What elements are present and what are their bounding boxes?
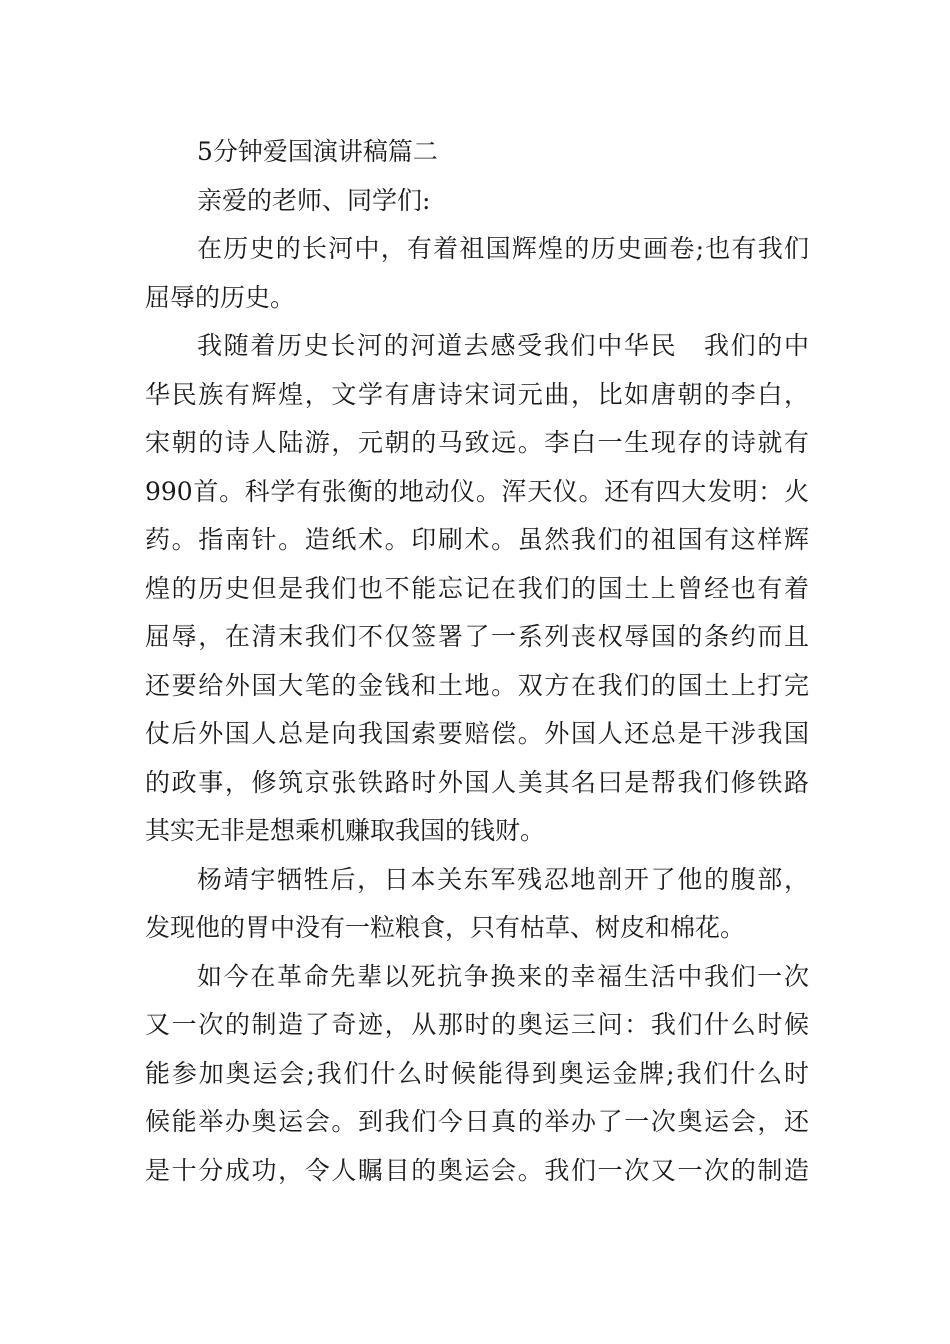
paragraph-line: 的政事，修筑京张铁路时外国人美其名曰是帮我们修铁路 [145,767,809,797]
paragraph-line: 屈辱的历史。 [145,282,296,312]
salutation: 亲爱的老师、同学们: [197,185,431,215]
paragraph-line: 煌的历史但是我们也不能忘记在我们的国土上曾经也有着 [145,573,809,603]
paragraph-line: 能参加奥运会;我们什么时候能得到奥运金牌;我们什么时 [145,1058,809,1088]
paragraph [145,322,809,856]
paragraph-line: 其实无非是想乘机赚取我国的钱财。 [145,816,546,845]
paragraph [145,856,809,953]
paragraph [145,953,809,1196]
paragraph-line: 华民族有辉煌，文学有唐诗宋词元曲，比如唐朝的李白， [145,379,809,409]
paragraph-line: 990首。科学有张衡的地动仪。浑天仪。还有四大发明：火 [145,476,809,506]
paragraph-line: 杨靖宇牺牲后，日本关东军残忍地剖开了他的腹部， [197,864,809,894]
paragraph-line: 是十分成功，令人瞩目的奥运会。我们一次又一次的制造 [145,1155,809,1185]
paragraph [145,225,809,322]
paragraph-line: 药。指南针。造纸术。印刷术。虽然我们的祖国有这样辉 [145,525,809,554]
paragraph-line: 在历史的长河中，有着祖国辉煌的历史画卷;也有我们 [197,234,809,263]
paragraph-line: 仗后外国人总是向我国索要赔偿。外国人还总是干涉我国 [145,719,809,748]
paragraph-line: 我随着历史长河的河道去感受我们中华民 我们的中 [197,331,809,360]
document-body [145,128,809,1195]
paragraph-line: 屈辱，在清末我们不仅签署了一系列丧权辱国的条约而且 [145,622,809,651]
paragraph-line: 如今在革命先辈以死抗争换来的幸福生活中我们一次 [197,961,809,991]
document-title: 5分钟爱国演讲稿篇二 [197,137,438,166]
paragraph-line: 还要给外国大笔的金钱和土地。双方在我们的国土上打完 [145,670,809,700]
paragraph-line: 又一次的制造了奇迹，从那时的奥运三问：我们什么时候 [145,1010,809,1039]
paragraph-line: 发现他的胃中没有一粒粮食，只有枯草、树皮和棉花。 [145,913,746,942]
paragraph-line: 候能举办奥运会。到我们今日真的举办了一次奥运会，还 [145,1107,809,1136]
paragraph-line: 宋朝的诗人陆游，元朝的马致远。李白一生现存的诗就有 [145,428,809,457]
